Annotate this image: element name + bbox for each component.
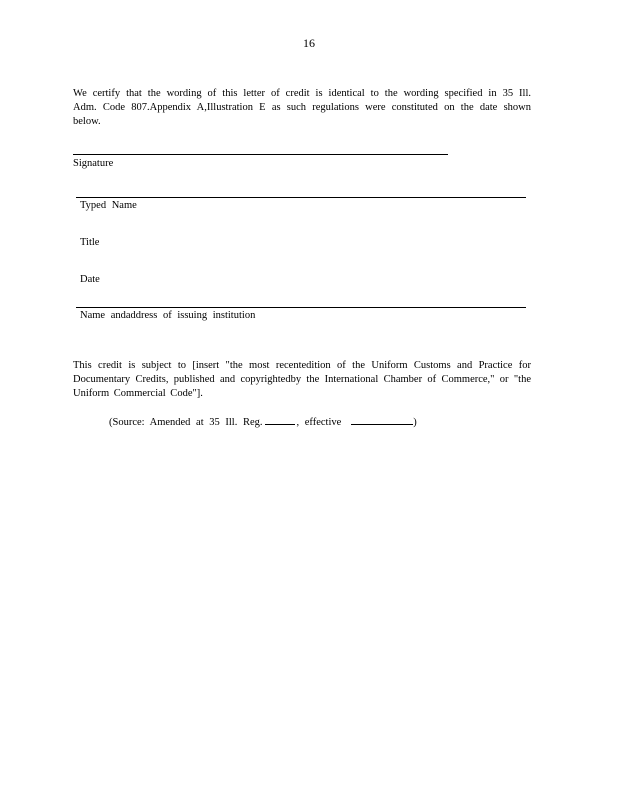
source-note (109, 414, 417, 430)
institution-line (76, 307, 526, 308)
source-prefix: (Source: Amended at 35 Ill. Reg. (109, 417, 263, 428)
source-suffix: ) (413, 417, 417, 428)
register-blank (265, 414, 295, 425)
signature-label: Signature (73, 158, 114, 169)
page-number: 16 (303, 36, 315, 50)
typed-name-line (76, 197, 526, 198)
typed-name-label: Typed Name (80, 200, 137, 211)
effective-date-blank (351, 414, 413, 425)
source-middle: , effective (296, 417, 342, 428)
signature-line (73, 154, 448, 155)
subject-paragraph: This credit is subject to [insert "the most recentedition of the Uniform Customs and Practice for Documentary Credits, published and copyrightedby the International Chamber of Commerce," or "the Uniform Commercial Code"]. (73, 360, 531, 399)
date-label: Date (80, 274, 100, 285)
title-label: Title (80, 237, 100, 248)
certification-paragraph: We certify that the wording of this letter of credit is identical to the wording specified in 35 Ill. Adm. Code 807.Appendix A,Illustration E as such regulations were constituted on the date shown below. (73, 88, 531, 127)
institution-label: Name andaddress of issuing institution (80, 310, 256, 321)
